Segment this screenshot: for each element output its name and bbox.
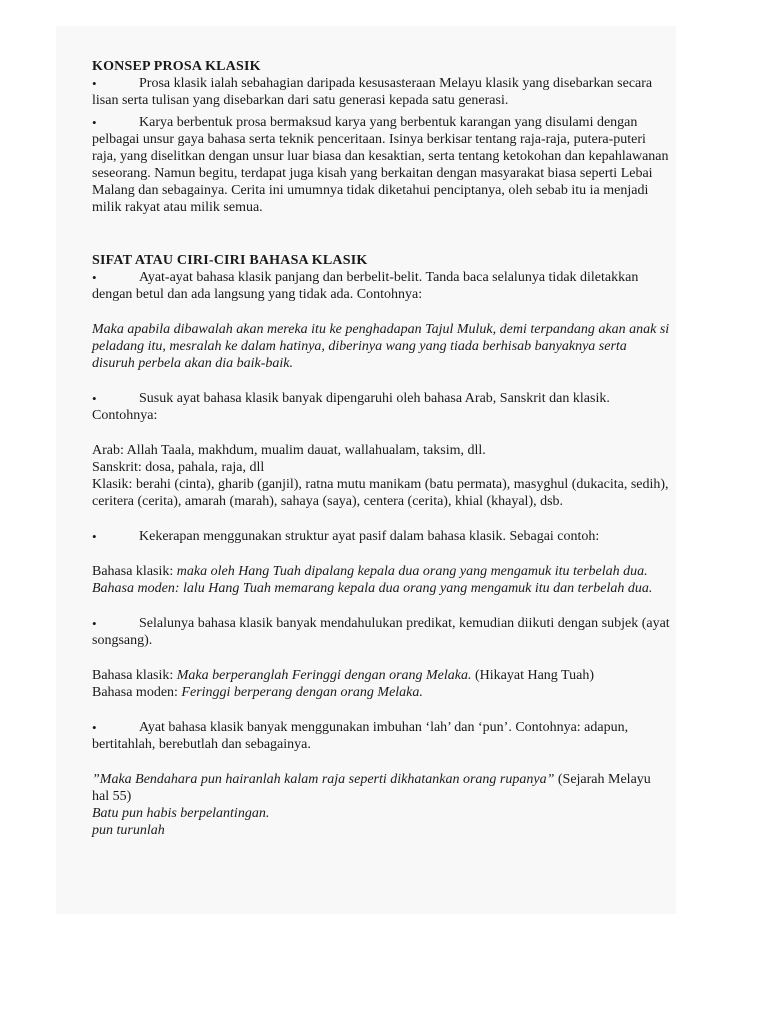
bullet-item bbox=[92, 615, 670, 649]
example-text: Feringgi berperang dengan orang Melaka. bbox=[181, 685, 423, 700]
example-label: Bahasa klasik: bbox=[92, 668, 177, 683]
bullet-item bbox=[92, 269, 670, 303]
bullet-icon: • bbox=[92, 529, 97, 544]
example-text: maka oleh Hang Tuah dipalang kepala dua orang yang mengamuk itu terbelah dua. bbox=[176, 564, 648, 579]
example-moden-songsang bbox=[92, 684, 670, 701]
bullet-item bbox=[92, 528, 670, 545]
bullet-text: Kekerapan menggunakan struktur ayat pasif dalam bahasa klasik. Sebagai contoh: bbox=[139, 529, 600, 544]
arab-examples: Arab: Allah Taala, makhdum, mualim dauat, wallahualam, taksim, dll. bbox=[92, 443, 486, 458]
bullet-text: Karya berbentuk prosa bermaksud karya yang berbentuk karangan yang disulami dengan pelbagai unsur gaya bahasa serta teknik penceritaan. Isinya berkisar tentang raja-raja, putera-puteri raja, yang diselitkan dengan unsur luar biasa dan kesaktian, serta tentang ketokohan dan kepahlawanan seseorang. Namun begitu, terdapat juga kisah yang berkaitan dengan masyarakat biasa seperti Lebai Malang dan sebagainya. Cerita ini umumnya tidak diketahui penciptanya, oleh sebab itu ia menjadi milik rakyat atau milik semua. bbox=[92, 115, 669, 215]
bullet-item bbox=[92, 719, 670, 753]
quote-source: (Sejarah Melayu hal 55) bbox=[92, 772, 651, 804]
document-content bbox=[92, 58, 670, 839]
example-quote bbox=[92, 771, 670, 805]
bullet-text: Selalunya bahasa klasik banyak mendahulukan predikat, kemudian diikuti dengan subjek (ayat songsang). bbox=[92, 616, 670, 648]
bullet-icon: • bbox=[92, 616, 97, 631]
example-klasik-songsang bbox=[92, 667, 670, 684]
bullet-icon: • bbox=[92, 391, 97, 406]
section-heading-sifat: SIFAT ATAU CIRI-CIRI BAHASA KLASIK bbox=[92, 253, 368, 268]
example-line: Batu pun habis berpelantingan. bbox=[92, 806, 270, 821]
bullet-text: Susuk ayat bahasa klasik banyak dipengaruhi oleh bahasa Arab, Sanskrit dan klasik. Contohnya: bbox=[92, 391, 610, 423]
bullet-text: Prosa klasik ialah sebahagian daripada kesusasteraan Melayu klasik yang disebarkan secara lisan serta tulisan yang disebarkan dari satu generasi kepada satu generasi. bbox=[92, 76, 653, 108]
klasik-examples: Klasik: berahi (cinta), gharib (ganjil), ratna mutu manikam (batu permata), masyghul (dukacita, sedih), ceritera (cerita), amarah (marah), sahaya (saya), centera (cerita), khial (khayal), dsb. bbox=[92, 477, 669, 509]
example-label: Bahasa moden: bbox=[92, 685, 182, 700]
bullet-icon: • bbox=[92, 76, 97, 91]
example-paragraph: Maka apabila dibawalah akan mereka itu ke penghadapan Tajul Muluk, demi terpandang akan anak si peladang itu, mesralah ke dalam hatinya, diberinya wang yang tiada berhisab banyaknya serta disuruh perbela akan dia baik-baik. bbox=[92, 322, 670, 371]
bullet-text: Ayat bahasa klasik banyak menggunakan imbuhan ‘lah’ dan ‘pun’. Contohnya: adapun, bertitahlah, berebutlah dan sebagainya. bbox=[92, 720, 629, 752]
bullet-item bbox=[92, 390, 670, 424]
example-source: (Hikayat Hang Tuah) bbox=[471, 668, 594, 683]
bullet-icon: • bbox=[92, 115, 97, 130]
example-text: Maka berperanglah Feringgi dengan orang Melaka. bbox=[176, 668, 472, 683]
bullet-item bbox=[92, 75, 670, 109]
bullet-text: Ayat-ayat bahasa klasik panjang dan berbelit-belit. Tanda baca selalunya tidak diletakkan dengan betul dan ada langsung yang tidak ada. Contohnya: bbox=[92, 270, 639, 302]
sanskrit-examples: Sanskrit: dosa, pahala, raja, dll bbox=[92, 460, 265, 475]
example-moden-pasif: Bahasa moden: lalu Hang Tuah memarang kepala dua orang yang mengamuk itu dan terbelah dua. bbox=[92, 581, 653, 596]
bullet-item bbox=[92, 114, 670, 216]
example-line: pun turunlah bbox=[92, 823, 165, 838]
example-klasik-pasif bbox=[92, 563, 670, 580]
bullet-icon: • bbox=[92, 720, 97, 735]
bullet-icon: • bbox=[92, 270, 97, 285]
example-label: Bahasa klasik: bbox=[92, 564, 177, 579]
quote-text: ”Maka Bendahara pun hairanlah kalam raja seperti dikhatankan orang rupanya” bbox=[92, 772, 555, 787]
section-heading-konsep: KONSEP PROSA KLASIK bbox=[92, 59, 261, 74]
